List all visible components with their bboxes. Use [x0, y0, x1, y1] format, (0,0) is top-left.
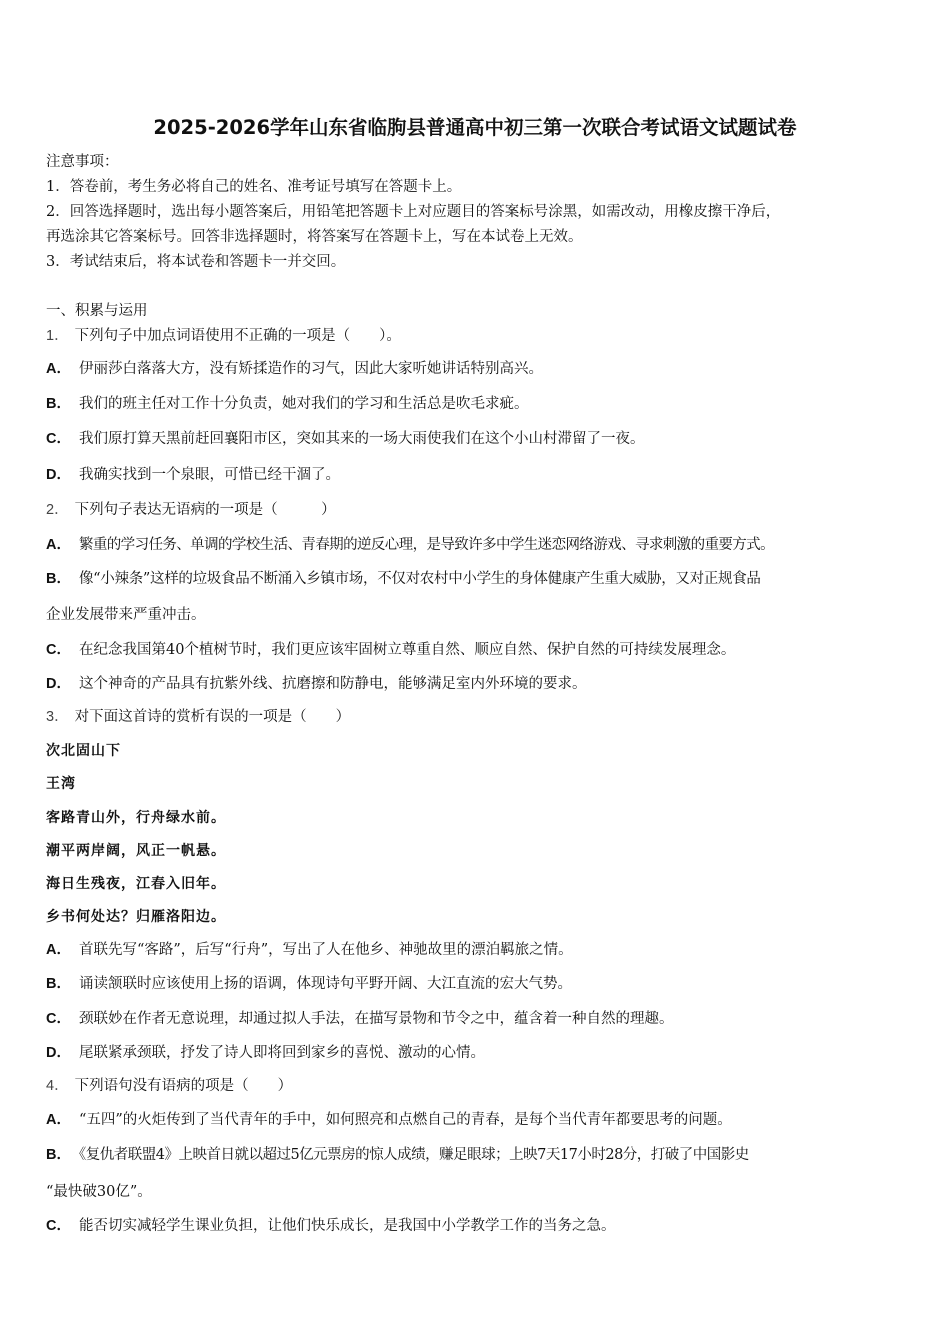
poem-author: 王湾 — [46, 776, 76, 792]
option-text: 在纪念我国第40个植树节时，我们更应该牢固树立尊重自然、顺应自然、保护自然的可持续发展理念。 — [78, 642, 736, 658]
notice-item: 2．回答选择题时，选出每小题答案后，用铅笔把答题卡上对应题目的答案标号涂黑，如需改动，用橡皮擦干净后， — [46, 204, 781, 220]
option-line — [46, 1145, 749, 1165]
option-letter: C． — [46, 431, 71, 447]
option-text: 这个神奇的产品具有抗紫外线、抗磨擦和防静电，能够满足室内外环境的要求。 — [78, 676, 587, 692]
poem-line: 客路青山外，行舟绿水前。 — [46, 810, 226, 826]
option-letter: B． — [46, 1147, 71, 1163]
notice-item: 1．答卷前，考生务必将自己的姓名、准考证号填写在答题卡上。 — [46, 179, 462, 195]
option-letter: C． — [46, 1218, 71, 1234]
option-text: 尾联紧承颈联，抒发了诗人即将回到家乡的喜悦、激动的心情。 — [78, 1045, 485, 1061]
option-letter: A． — [46, 1112, 71, 1128]
option-text: 伊丽莎白落落大方，没有矫揉造作的习气，因此大家听她讲话特别高兴。 — [78, 361, 543, 377]
option-letter: A． — [46, 361, 71, 377]
option-line — [46, 974, 572, 994]
option-line — [46, 535, 774, 555]
poem-line: 潮平两岸阔，风正一帆悬。 — [46, 843, 226, 859]
option-letter: D． — [46, 676, 71, 692]
option-letter: C． — [46, 642, 71, 658]
option-text: 诵读颔联时应该使用上扬的语调，体现诗句平野开阔、大江直流的宏大气势。 — [78, 976, 572, 992]
option-letter: D． — [46, 1045, 71, 1061]
question-text: 下列句子中加点词语使用不正确的一项是（ ）。 — [74, 328, 401, 344]
option-letter: B． — [46, 396, 71, 412]
option-line — [46, 940, 573, 960]
option-line — [46, 465, 340, 485]
option-line — [46, 674, 586, 694]
question-stem — [46, 707, 350, 727]
question-stem — [46, 326, 401, 346]
question-number: 3． — [46, 709, 69, 725]
question-number: 1． — [46, 328, 69, 344]
option-letter: B． — [46, 976, 71, 992]
option-line — [46, 429, 644, 449]
option-letter: D． — [46, 467, 71, 483]
option-letter: C． — [46, 1011, 71, 1027]
option-continuation: 企业发展带来严重冲击。 — [46, 607, 206, 623]
option-letter: A． — [46, 537, 71, 553]
option-line — [46, 1216, 615, 1236]
option-line — [46, 394, 528, 414]
notice-item: 3．考试结束后，将本试卷和答题卡一并交回。 — [46, 254, 346, 270]
notice-heading: 注意事项： — [46, 154, 119, 170]
option-letter: A． — [46, 942, 71, 958]
option-text: 像“小辣条”这样的垃圾食品不断涌入乡镇市场，不仅对农村中小学生的身体健康产生重大威胁，又对正规食品 — [78, 571, 761, 587]
poem-line: 海日生残夜，江春入旧年。 — [46, 876, 226, 892]
poem-title: 次北固山下 — [46, 743, 121, 759]
option-text: 颈联妙在作者无意说理，却通过拟人手法，在描写景物和节令之中，蕴含着一种自然的理趣。 — [78, 1011, 674, 1027]
option-text: 《复仇者联盟4》上映首日就以超过5亿元票房的惊人成绩，赚足眼球；上映7天17小时28分，打破了中国影史 — [78, 1147, 749, 1163]
option-letter: B． — [46, 571, 71, 587]
question-text: 下列句子表达无语病的一项是（ ） — [74, 502, 336, 518]
option-text: 我们原打算天黑前赶回襄阳市区，突如其来的一场大雨使我们在这个小山村滞留了一夜。 — [78, 431, 645, 447]
option-line — [46, 359, 543, 379]
option-continuation: “最快破30亿”。 — [46, 1184, 152, 1200]
question-number: 2． — [46, 502, 69, 518]
option-line — [46, 1043, 485, 1063]
option-text: 能否切实减轻学生课业负担，让他们快乐成长，是我国中小学教学工作的当务之急。 — [78, 1218, 616, 1234]
option-text: 繁重的学习任务、单调的学校生活、青春期的逆反心理，是导致许多中学生迷恋网络游戏、寻求刺激的重要方式。 — [78, 537, 774, 553]
page-title: 2025-2026学年山东省临朐县普通高中初三第一次联合考试语文试题试卷 — [153, 116, 797, 139]
question-number: 4． — [46, 1078, 69, 1094]
question-text: 对下面这首诗的赏析有误的一项是（ ） — [74, 709, 351, 725]
option-text: 我们的班主任对工作十分负责，她对我们的学习和生活总是吹毛求疵。 — [78, 396, 529, 412]
question-stem — [46, 500, 336, 520]
option-text: 我确实找到一个泉眼，可惜已经干涸了。 — [78, 467, 340, 483]
section-heading: 一、积累与运用 — [46, 303, 148, 319]
option-line — [46, 569, 761, 589]
option-text: 首联先写“客路”，后写“行舟”，写出了人在他乡、神驰故里的漂泊羁旅之情。 — [78, 942, 573, 958]
notice-item: 再选涂其它答案标号。回答非选择题时，将答案写在答题卡上，写在本试卷上无效。 — [46, 229, 583, 245]
option-line — [46, 1110, 732, 1130]
question-text: 下列语句没有语病的项是（ ） — [74, 1078, 293, 1094]
option-text: “五四”的火炬传到了当代青年的手中，如何照亮和点燃自己的青春，是每个当代青年都要思考的问题。 — [78, 1112, 732, 1128]
poem-line: 乡书何处达？归雁洛阳边。 — [46, 909, 226, 925]
option-line — [46, 1009, 673, 1029]
option-line — [46, 640, 735, 660]
question-stem — [46, 1076, 292, 1096]
